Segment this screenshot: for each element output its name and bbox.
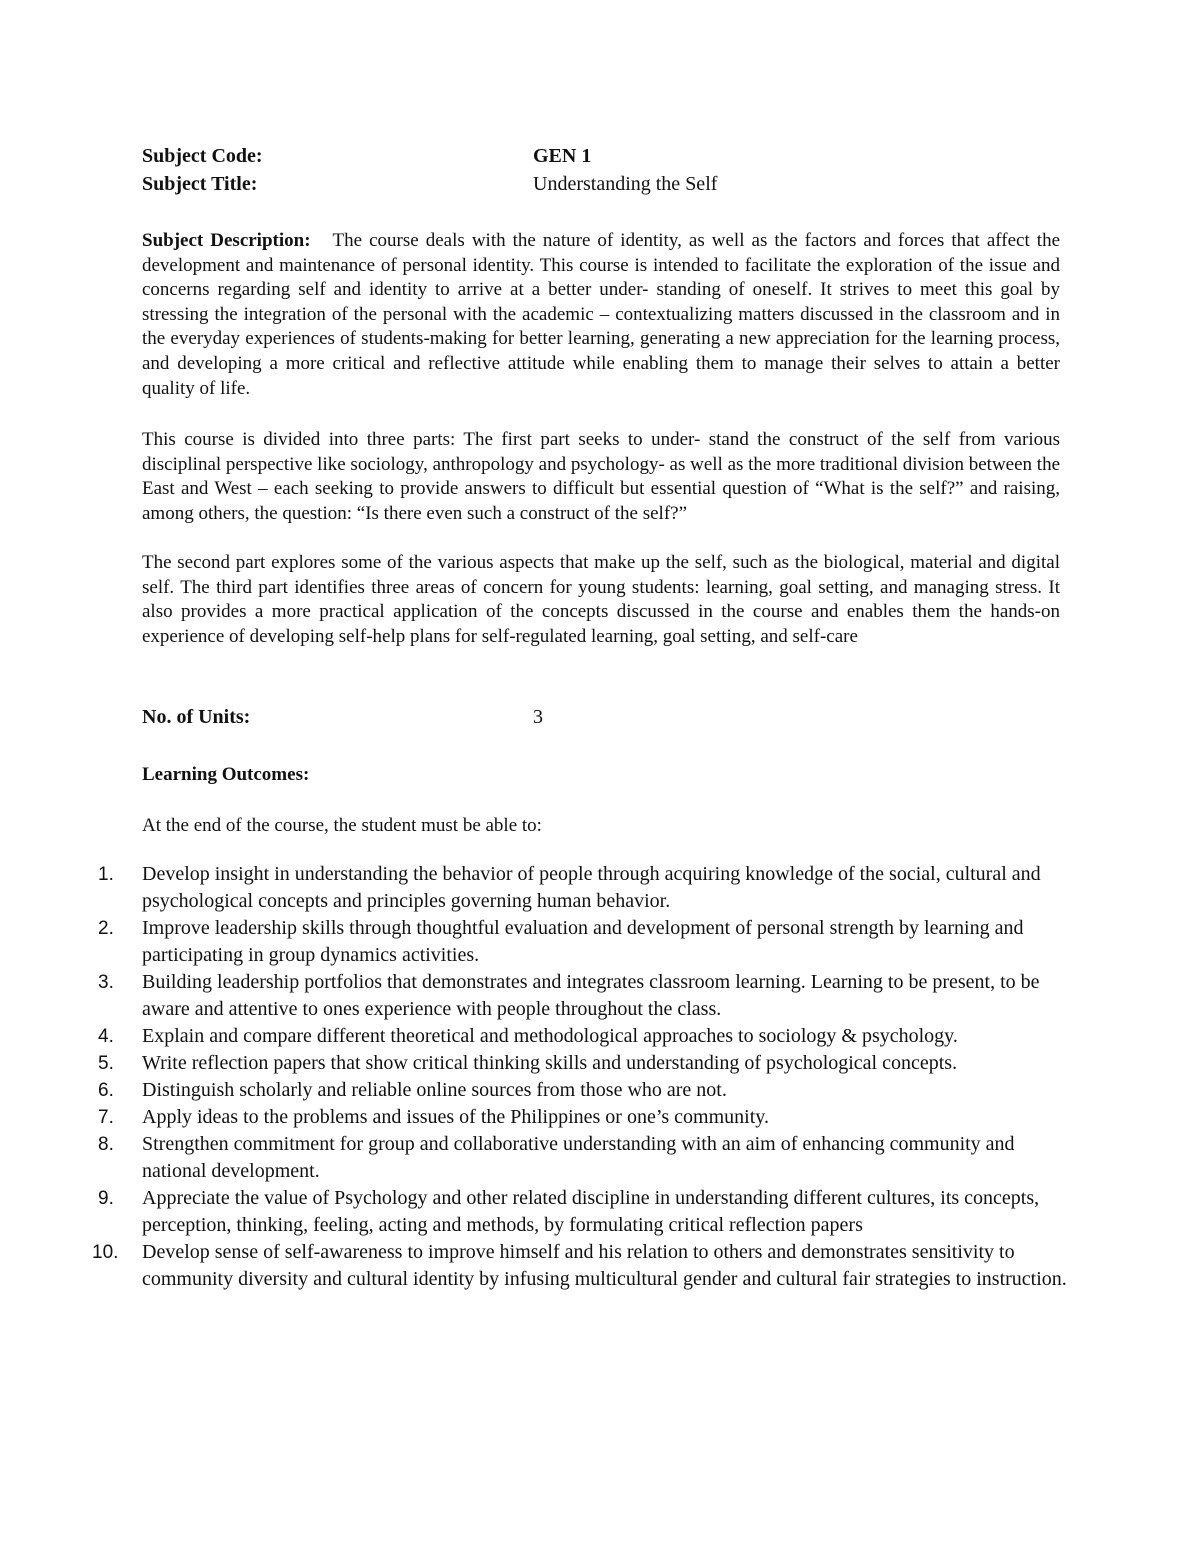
course-parts-paragraph: This course is divided into three parts: The first part seeks to under- stand the construct of the self from various disciplinal perspective like sociology, anthropology and psychology- as well as the more traditional division between the East and West – each seeking to provide answers to difficult but essential question of “What is the self?” and raising, among others, the question: “Is there even such a construct of the self?” <box>142 429 1060 524</box>
outcome-number: 3. <box>98 972 114 993</box>
outcome-text: Develop insight in understanding the behavior of people through acquiring knowledge of the social, cultural and psychological concepts and principles governing human behavior. <box>142 863 1041 912</box>
outcome-number: 9. <box>98 1188 114 1209</box>
course-aspects-paragraph: The second part explores some of the various aspects that make up the self, such as the biological, material and digital self. The third part identifies three areas of concern for young students: learning, goal setting, and managing stress. It also provides a more practical application of the concepts discussed in the course and enables them the hands-on experience of developing self-help plans for self-regulated learning, goal setting, and self-care <box>142 552 1060 647</box>
outcome-number: 7. <box>98 1107 114 1128</box>
learning-outcomes-list <box>0 861 1200 1293</box>
outcome-number: 4. <box>98 1026 114 1047</box>
outcome-number: 8. <box>98 1134 114 1155</box>
outcome-number: 2. <box>98 918 114 939</box>
outcome-number: 6. <box>98 1080 114 1101</box>
list-item <box>0 1050 1082 1077</box>
list-item <box>0 1131 1082 1185</box>
list-item <box>0 969 1082 1023</box>
units-value: 3 <box>533 706 543 728</box>
subject-code-label: Subject Code: <box>142 145 263 167</box>
subject-description <box>142 229 1060 401</box>
outcome-text: Strengthen commitment for group and collaborative understanding with an aim of enhancing community and national development. <box>142 1133 1015 1182</box>
list-item <box>0 1077 1082 1104</box>
learning-outcomes-heading: Learning Outcomes: <box>142 764 310 785</box>
outcome-number: 1. <box>98 864 114 885</box>
outcome-text: Improve leadership skills through thoughtful evaluation and development of personal strength by learning and participating in group dynamics activities. <box>142 917 1024 966</box>
units-label: No. of Units: <box>142 706 251 728</box>
outcome-text: Explain and compare different theoretical and methodological approaches to sociology & psychology. <box>142 1025 958 1047</box>
outcome-text: Distinguish scholarly and reliable online sources from those who are not. <box>142 1079 727 1101</box>
subject-description-label: Subject Description: <box>142 230 311 251</box>
list-item <box>0 861 1082 915</box>
subject-description-text: The course deals with the nature of identity, as well as the factors and forces that affect the development and maintenance of personal identity. This course is intended to facilitate the exploration of the issue and concerns regarding self and identity to arrive at a better under- standing of oneself. It strives to meet this goal by stressing the integration of the personal with the academic – contextualizing matters discussed in the classroom and in the everyday experiences of students-making for better learning, generating a new appreciation for the learning process, and developing a more critical and reflective attitude while enabling them to manage their selves to attain a better quality of life. <box>142 230 1061 399</box>
subject-title-label: Subject Title: <box>142 173 258 195</box>
outcome-text: Develop sense of self-awareness to improve himself and his relation to others and demonstrates sensitivity to community diversity and cultural identity by infusing multicultural gender and cultural fair strategies to instruction. <box>142 1241 1067 1290</box>
outcome-text: Write reflection papers that show critical thinking skills and understanding of psychological concepts. <box>142 1052 958 1074</box>
outcome-number: 5. <box>98 1053 114 1074</box>
outcome-number: 10. <box>92 1242 119 1263</box>
outcome-text: Apply ideas to the problems and issues of the Philippines or one’s community. <box>142 1106 769 1128</box>
subject-title-value: Understanding the Self <box>533 173 718 195</box>
list-item <box>0 1239 1082 1293</box>
list-item <box>0 1104 1082 1131</box>
list-item <box>0 915 1082 969</box>
learning-outcomes-intro: At the end of the course, the student must be able to: <box>142 815 542 836</box>
list-item <box>0 1023 1082 1050</box>
subject-code-value: GEN 1 <box>533 145 592 167</box>
outcome-text: Appreciate the value of Psychology and other related discipline in understanding different cultures, its concepts, perception, thinking, feeling, acting and methods, by formulating critical reflection papers <box>142 1187 1040 1236</box>
list-item <box>0 1185 1082 1239</box>
outcome-text: Building leadership portfolios that demonstrates and integrates classroom learning. Learning to be present, to be aware and attentive to ones experience with people throughout the class. <box>142 971 1040 1020</box>
